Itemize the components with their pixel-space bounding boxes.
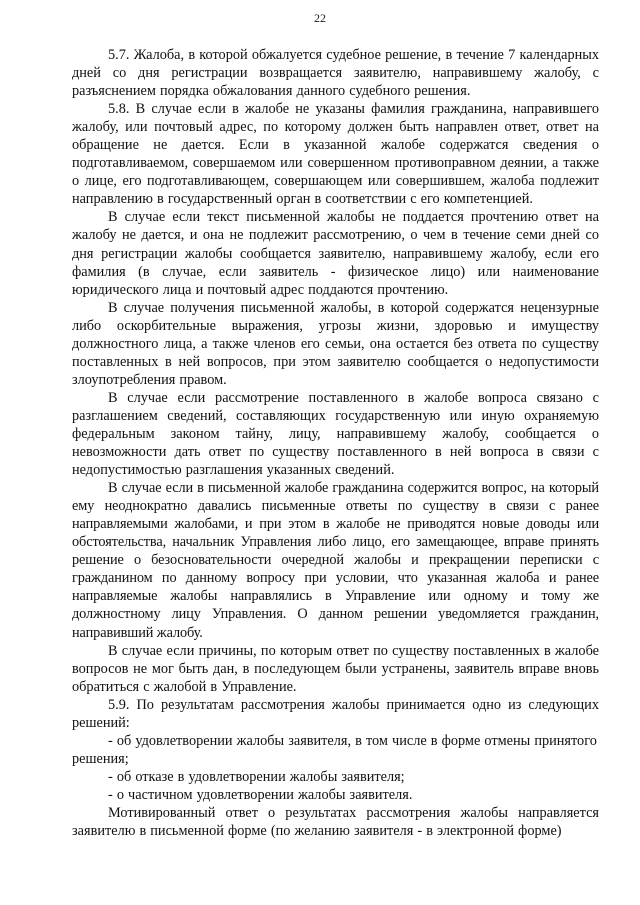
paragraph-offensive-complaint: В случае получения письменной жалобы, в которой содержатся нецензурные либо оскорбительные выражения, угрозы жизни, здоровью и имуществу должностного лица, а также членов его семьи, она остается без ответа по существу поставленных в ней вопросов, при этом заявителю сообщается о недопустимости злоупотребления правом. (72, 299, 599, 388)
paragraph-repeated-complaint: В случае если в письменной жалобе гражданина содержится вопрос, на который ему неоднократно давались письменные ответы по существу в связи с ранее направляемыми жалобами, и при этом в жалобе не приводятся новые доводы или обстоятельства, начальник Управления либо лицо, его замещающее, вправе принять решение о безосновательности очередной жалобы и прекращении переписки с гражданином по данному вопросу при условии, что указанная жалоба и ранее направляемые жалобы направлялись в Управление или одному и тому же должностному лицу Управления. О данном решении уведомляется гражданин, направивший жалобу. (72, 480, 599, 641)
list-item-satisfy: - об удовлетворении жалобы заявителя, в том числе в форме отмены принятого решения; (72, 732, 597, 767)
paragraph-5-9: 5.9. По результатам рассмотрения жалобы принимается одно из следующих решений: (72, 696, 599, 731)
paragraph-unreadable-complaint: В случае если текст письменной жалобы не поддается прочтению ответ на жалобу не дается, и она не подлежит рассмотрению, о чем в течение семи дней со дня регистрации жалобы сообщается заявителю, направившему жалобу, если его фамилия (в случае, если заявитель - физическое лицо) или наименование юридического лица и почтовый адрес поддаются прочтению. (72, 209, 599, 298)
paragraph-reasons-eliminated: В случае если причины, по которым ответ по существу поставленных в жалобе вопросов не мог быть дан, в последующем были устранены, заявитель вправе вновь обратиться с жалобой в Управление. (72, 642, 599, 695)
paragraph-5-8: 5.8. В случае если в жалобе не указаны фамилия гражданина, направившего жалобу, или почтовый адрес, по которому должен быть направлен ответ, ответ на обращение не дается. Если в указанной жалобе содержатся сведения о подготавливаемом, совершаемом или совершенном противоправном деянии, а также о лице, его подготавливающем, совершающем или совершившем, жалоба подлежит направлению в государственный орган в соответствии с его компетенцией. (72, 101, 599, 208)
paragraph-secret-information: В случае если рассмотрение поставленного в жалобе вопроса связано с разглашением сведений, составляющих государственную или иную охраняемую федеральным законом тайну, лицу, направившему жалобу, сообщается о невозможности дать ответ по существу поставленного в ней вопроса в связи с недопустимостью разглашения указанных сведений. (72, 389, 599, 479)
list-item-partial: - о частичном удовлетворении жалобы заявителя. (108, 786, 413, 803)
paragraph-5-7: 5.7. Жалоба, в которой обжалуется судебное решение, в течение 7 календарных дней со дня регистрации возвращается заявителю, направившему жалобу, с разъяснением порядка обжалования данного судебного решения. (72, 47, 599, 100)
document-body (72, 46, 599, 840)
list-item-refuse: - об отказе в удовлетворении жалобы заявителя; (108, 768, 405, 785)
paragraph-reasoned-answer: Мотивированный ответ о результатах рассмотрения жалобы направляется заявителю в письменной форме (по желанию заявителя - в электронной форме) (72, 804, 599, 840)
page-number: 22 (314, 11, 326, 25)
